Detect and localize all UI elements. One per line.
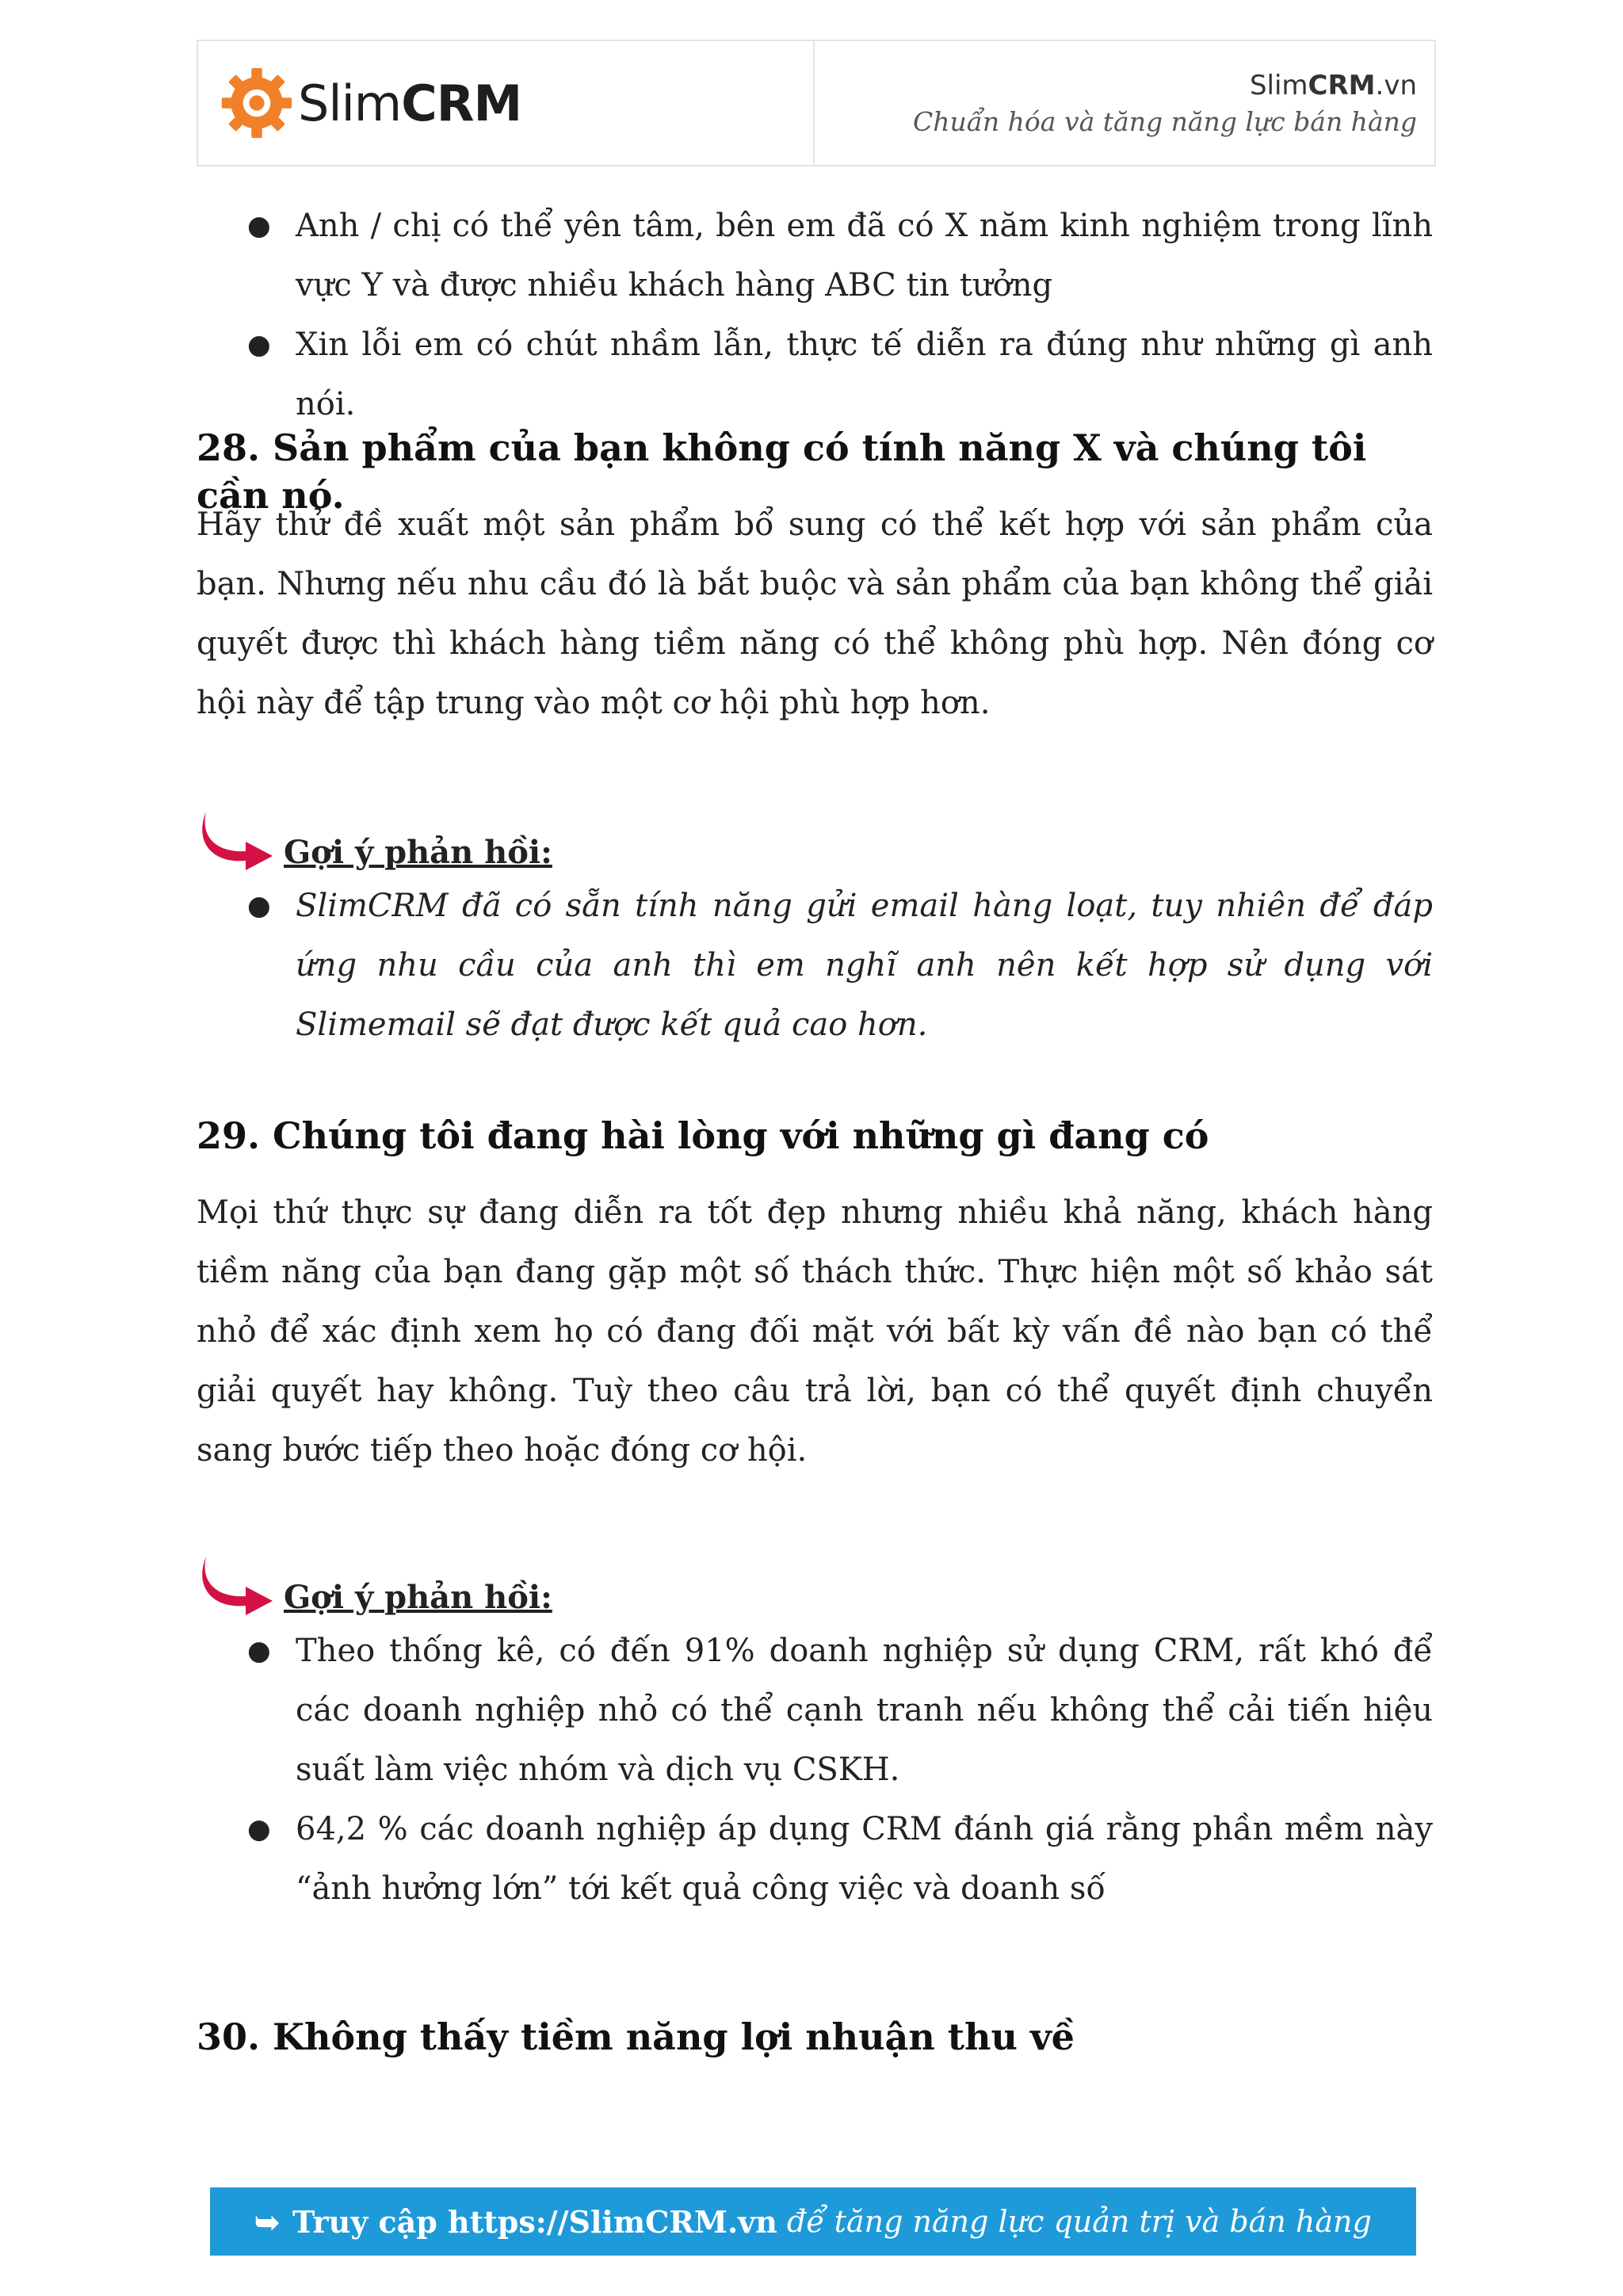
list-item: ● SlimCRM đã có sẵn tính năng gửi email hàng loạt, tuy nhiên để đáp ứng nhu cầu của anh thì em nghĩ anh nên kết hợp sử dụng với Slimemail sẽ đạt được kết quả cao hơn. bbox=[247, 888, 1433, 1043]
footer-link[interactable]: Truy cập https://SlimCRM.vn bbox=[292, 2203, 777, 2240]
section-29 bbox=[197, 1112, 1433, 1159]
hint-label: Gợi ý phản hồi: bbox=[284, 834, 552, 871]
slimcrm-logo bbox=[219, 65, 521, 141]
paragraph: Hãy thử đề xuất một sản phẩm bổ sung có thể kết hợp với sản phẩm của bạn. Nhưng nếu nhu cầu đó là bắt buộc và sản phẩm của bạn không thể giải quyết được thì khách hàng tiềm năng có thể không phù hợp. Nên đóng cơ hội này để tập trung vào một cơ hội phù hợp hơn. bbox=[197, 506, 1433, 721]
section-28-hint bbox=[197, 800, 1433, 1055]
paragraph: Mọi thứ thực sự đang diễn ra tốt đẹp nhưng nhiều khả năng, khách hàng tiềm năng của bạn đang gặp một số thách thức. Thực hiện một số khảo sát nhỏ để xác định xem họ có đang đối mặt với bất kỳ vấn đề nào bạn có thể giải quyết hay không. Tuỳ theo câu trả lời, bạn có thể quyết định chuyển sang bước tiếp theo hoặc đóng cơ hội. bbox=[197, 1194, 1433, 1469]
hint-label: Gợi ý phản hồi: bbox=[284, 1579, 552, 1616]
hint-header bbox=[197, 1545, 1433, 1617]
arrow-icon: ➥ bbox=[254, 2203, 281, 2240]
top-bullet-list bbox=[197, 197, 1433, 434]
section-29-hint bbox=[197, 1545, 1433, 1919]
list-item: ● Anh / chị có thể yên tâm, bên em đã có X năm kinh nghiệm trong lĩnh vực Y và được nhiều khách hàng ABC tin tưởng bbox=[247, 208, 1433, 304]
section-29-body bbox=[197, 1183, 1433, 1480]
site-slogan: Chuẩn hóa và tăng năng lực bán hàng bbox=[912, 105, 1417, 137]
gear-icon bbox=[219, 65, 295, 141]
page-header bbox=[197, 40, 1436, 166]
section-heading: 29. Chúng tôi đang hài lòng với những gì đang có bbox=[197, 1114, 1209, 1157]
site-name: SlimCRM.vn bbox=[1249, 69, 1417, 101]
list-item: ● 64,2 % các doanh nghiệp áp dụng CRM đánh giá rằng phần mềm này “ảnh hưởng lớn” tới kết quả công việc và doanh số bbox=[247, 1811, 1433, 1907]
section-30 bbox=[197, 2013, 1433, 2061]
section-heading: 28. Sản phẩm của bạn không có tính năng X và chúng tôi cần nó. bbox=[197, 426, 1367, 517]
curved-arrow-icon bbox=[197, 808, 276, 872]
header-info-cell bbox=[815, 41, 1434, 165]
section-28-body bbox=[197, 495, 1433, 733]
hint-header bbox=[197, 800, 1433, 872]
list-item: ● Xin lỗi em có chút nhầm lẫn, thực tế diễn ra đúng như những gì anh nói. bbox=[247, 327, 1433, 422]
footer-tagline: để tăng năng lực quản trị và bán hàng bbox=[786, 2204, 1372, 2239]
section-heading: 30. Không thấy tiềm năng lợi nhuận thu về bbox=[197, 2015, 1075, 2058]
footer-banner[interactable] bbox=[210, 2187, 1416, 2256]
header-logo-cell bbox=[198, 41, 815, 165]
logo-wordmark: SlimCRM bbox=[298, 74, 522, 132]
curved-arrow-icon bbox=[197, 1553, 276, 1617]
list-item: ● Theo thống kê, có đến 91% doanh nghiệp sử dụng CRM, rất khó để các doanh nghiệp nhỏ có thể cạnh tranh nếu không thể cải tiến hiệu suất làm việc nhóm và dịch vụ CSKH. bbox=[247, 1633, 1433, 1788]
